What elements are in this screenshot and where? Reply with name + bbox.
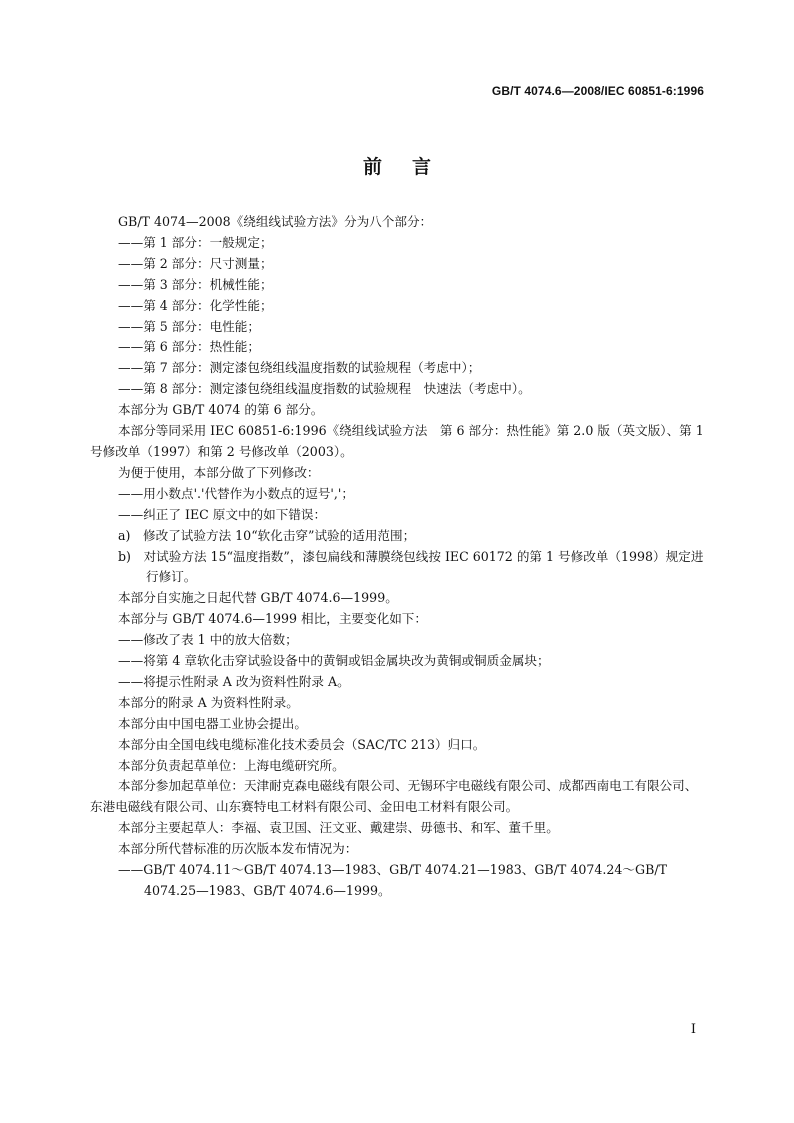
- paragraph-history: 本部分所代替标准的历次版本发布情况为：: [118, 841, 358, 857]
- list-item-part-2: ——第 2 部分：尺寸测量；: [118, 255, 273, 271]
- list-item-a: a) 修改了试验方法 10“软化击穿”试验的适用范围；: [118, 527, 416, 543]
- paragraph-intro: GB/T 4074—2008《绕组线试验方法》分为八个部分：: [118, 214, 433, 229]
- page-title: 前言: [362, 156, 461, 178]
- list-item-part-4: ——第 4 部分：化学性能；: [118, 297, 273, 313]
- list-item-change-2: ——将第 4 章软化击穿试验设备中的黄铜或铝金属块改为黄铜或铜质金属块；: [118, 653, 550, 669]
- list-item-part-7: ——第 7 部分：测定漆包绕组线温度指数的试验规程（考虑中）；: [118, 360, 481, 376]
- paragraph-adoption: 本部分等同采用 IEC 60851-6:1996《绕组线试验方法 第 6 部分：热性能》第 2.0 版（英文版）、第 1 号修改单（1997）和第 2 号修改单（2003）。: [90, 423, 704, 459]
- standard-code-header: GB/T 4074.6—2008/IEC 60851-6:1996: [491, 84, 704, 98]
- page-number: I: [690, 1022, 696, 1037]
- list-item-decimal-point: ——用小数点'.'代替作为小数点的逗号','；: [118, 485, 354, 501]
- list-item-part-5: ——第 5 部分：电性能；: [118, 318, 260, 334]
- paragraph-drafters: 本部分主要起草人：李福、袁卫国、汪文亚、戴建崇、毋德书、和军、董千里。: [118, 820, 559, 836]
- list-item-change-1: ——修改了表 1 中的放大倍数；: [118, 632, 298, 648]
- list-item-corrections: ——纠正了 IEC 原文中的如下错误：: [118, 506, 327, 522]
- foreword-body: [90, 212, 704, 902]
- list-item-part-6: ——第 6 部分：热性能；: [118, 339, 260, 355]
- paragraph-changes: 本部分与 GB/T 4074.6—1999 相比，主要变化如下：: [118, 611, 427, 627]
- paragraph-drafting-org: 本部分负责起草单位：上海电缆研究所。: [118, 757, 345, 773]
- list-item-part-3: ——第 3 部分：机械性能；: [118, 276, 273, 292]
- list-item-b: b) 对试验方法 15“温度指数”，漆包扁线和薄膜绕包线按 IEC 60172 的第 1 号修改单（1998）规定进行修订。: [118, 548, 704, 585]
- paragraph-this-part: 本部分为 GB/T 4074 的第 6 部分。: [118, 402, 324, 418]
- paragraph-annex: 本部分的附录 A 为资料性附录。: [118, 694, 299, 710]
- paragraph-replaces: 本部分自实施之日起代替 GB/T 4074.6—1999。: [118, 590, 398, 606]
- paragraph-under-jurisdiction: 本部分由全国电线电缆标准化技术委员会（SAC/TC 213）归口。: [118, 736, 486, 752]
- list-item-history: ——GB/T 4074.11～GB/T 4074.13—1983、GB/T 4074.21—1983、GB/T 4074.24～GB/T 4074.25—1983、GB/T 4074.6—1999。: [118, 862, 667, 898]
- list-item-part-8: ——第 8 部分：测定漆包绕组线温度指数的试验规程 快速法（考虑中）。: [118, 381, 531, 397]
- paragraph-modifications: 为便于使用，本部分做了下列修改：: [118, 464, 320, 480]
- list-item-part-1: ——第 1 部分：一般规定；: [118, 234, 273, 250]
- list-item-change-3: ——将提示性附录 A 改为资料性附录 A。: [118, 673, 350, 689]
- paragraph-proposed-by: 本部分由中国电器工业协会提出。: [118, 715, 307, 731]
- paragraph-participating-orgs: 本部分参加起草单位：天津耐克森电磁线有限公司、无锡环宇电磁线有限公司、成都西南电工有限公司、东港电磁线有限公司、山东赛特电工材料有限公司、金田电工材料有限公司。: [90, 778, 698, 815]
